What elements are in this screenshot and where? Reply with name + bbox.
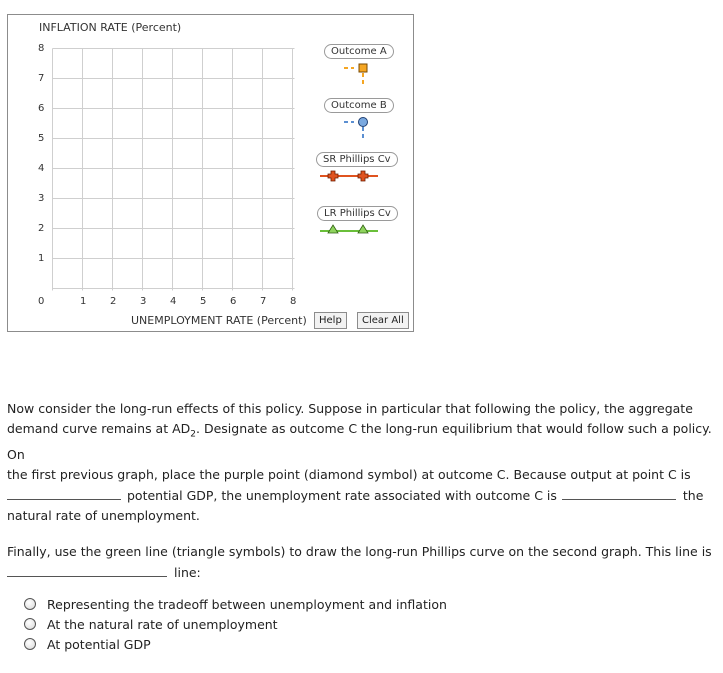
x-tick-label: 5 [200, 296, 207, 307]
lr-phillips-tool-icon[interactable] [318, 222, 380, 236]
question-1 [7, 399, 719, 526]
q1-line-3: the first previous graph, place the purple point (diamond symbol) at outcome C. Because output at point C is [7, 466, 691, 482]
clear-all-button[interactable]: Clear All [357, 312, 409, 329]
x-tick-label: 3 [140, 296, 147, 307]
y-tick-label: 3 [38, 193, 45, 204]
x-tick-label: 7 [260, 296, 267, 307]
q1-line-5: natural rate of unemployment. [7, 507, 200, 523]
radio-button[interactable] [24, 598, 36, 610]
option-label: Representing the tradeoff between unemployment and inflation [47, 596, 447, 612]
y-axis-title: INFLATION RATE (Percent) [39, 21, 182, 34]
q1-line-1: Now consider the long-run effects of this policy. Suppose in particular that following the policy, the aggregate [7, 401, 693, 416]
q1-line-2-text: demand curve remains at AD [7, 421, 191, 436]
legend-outcome-a-label: Outcome A [324, 44, 394, 59]
radio-button[interactable] [24, 638, 36, 650]
outcome-a-tool-icon[interactable] [340, 60, 374, 88]
q1-line-4-end: the [682, 487, 704, 503]
x-tick-label: 6 [230, 296, 237, 307]
q1-blank-1-dropdown[interactable] [7, 485, 121, 500]
legend-outcome-b-label: Outcome B [324, 98, 394, 113]
y-tick-label: 7 [38, 73, 45, 84]
origin-label: 0 [38, 296, 45, 307]
x-tick-label: 2 [110, 296, 117, 307]
q2-line-2 [7, 562, 719, 583]
option-label: At potential GDP [47, 636, 151, 652]
outcome-b-tool-icon[interactable] [340, 114, 374, 142]
y-tick-label: 2 [38, 223, 45, 234]
option-row[interactable] [24, 594, 447, 614]
y-tick-label: 1 [38, 253, 45, 264]
radio-button[interactable] [24, 618, 36, 630]
x-tick-label: 4 [170, 296, 177, 307]
y-tick-label: 5 [38, 133, 45, 144]
x-tick-label: 8 [290, 296, 297, 307]
q1-line-2 [7, 419, 719, 465]
q1-line-2-rest: . Designate as outcome C the long-run equilibrium that would follow such a policy. On [7, 421, 712, 462]
q1-subscript: 2 [190, 429, 197, 440]
option-label: At the natural rate of unemployment [47, 616, 278, 632]
y-tick-label: 8 [38, 43, 45, 54]
option-row[interactable] [24, 634, 447, 654]
plot-grid[interactable] [52, 48, 295, 291]
help-button[interactable]: Help [314, 312, 347, 329]
sr-phillips-tool-icon[interactable] [318, 168, 380, 184]
legend-lr-phillips-label: LR Phillips Cv [317, 206, 398, 221]
q2-line-1: Finally, use the green line (triangle symbols) to draw the long-run Phillips curve on the second graph. This line is [7, 544, 712, 559]
y-tick-label: 4 [38, 163, 45, 174]
q2-blank-dropdown[interactable] [7, 562, 167, 577]
option-row[interactable] [24, 614, 447, 634]
question-2 [7, 542, 719, 583]
q1-line-4-text: potential GDP, the unemployment rate associated with outcome C is [127, 487, 557, 503]
x-axis-title: UNEMPLOYMENT RATE (Percent) [131, 314, 307, 327]
q2-line-2-text: line: [174, 565, 201, 580]
y-tick-label: 6 [38, 103, 45, 114]
x-tick-label: 1 [80, 296, 87, 307]
q1-blank-2-dropdown[interactable] [562, 485, 676, 500]
q1-line-4 [7, 485, 719, 506]
answer-options [24, 594, 447, 654]
legend-sr-phillips-label: SR Phillips Cv [316, 152, 398, 167]
